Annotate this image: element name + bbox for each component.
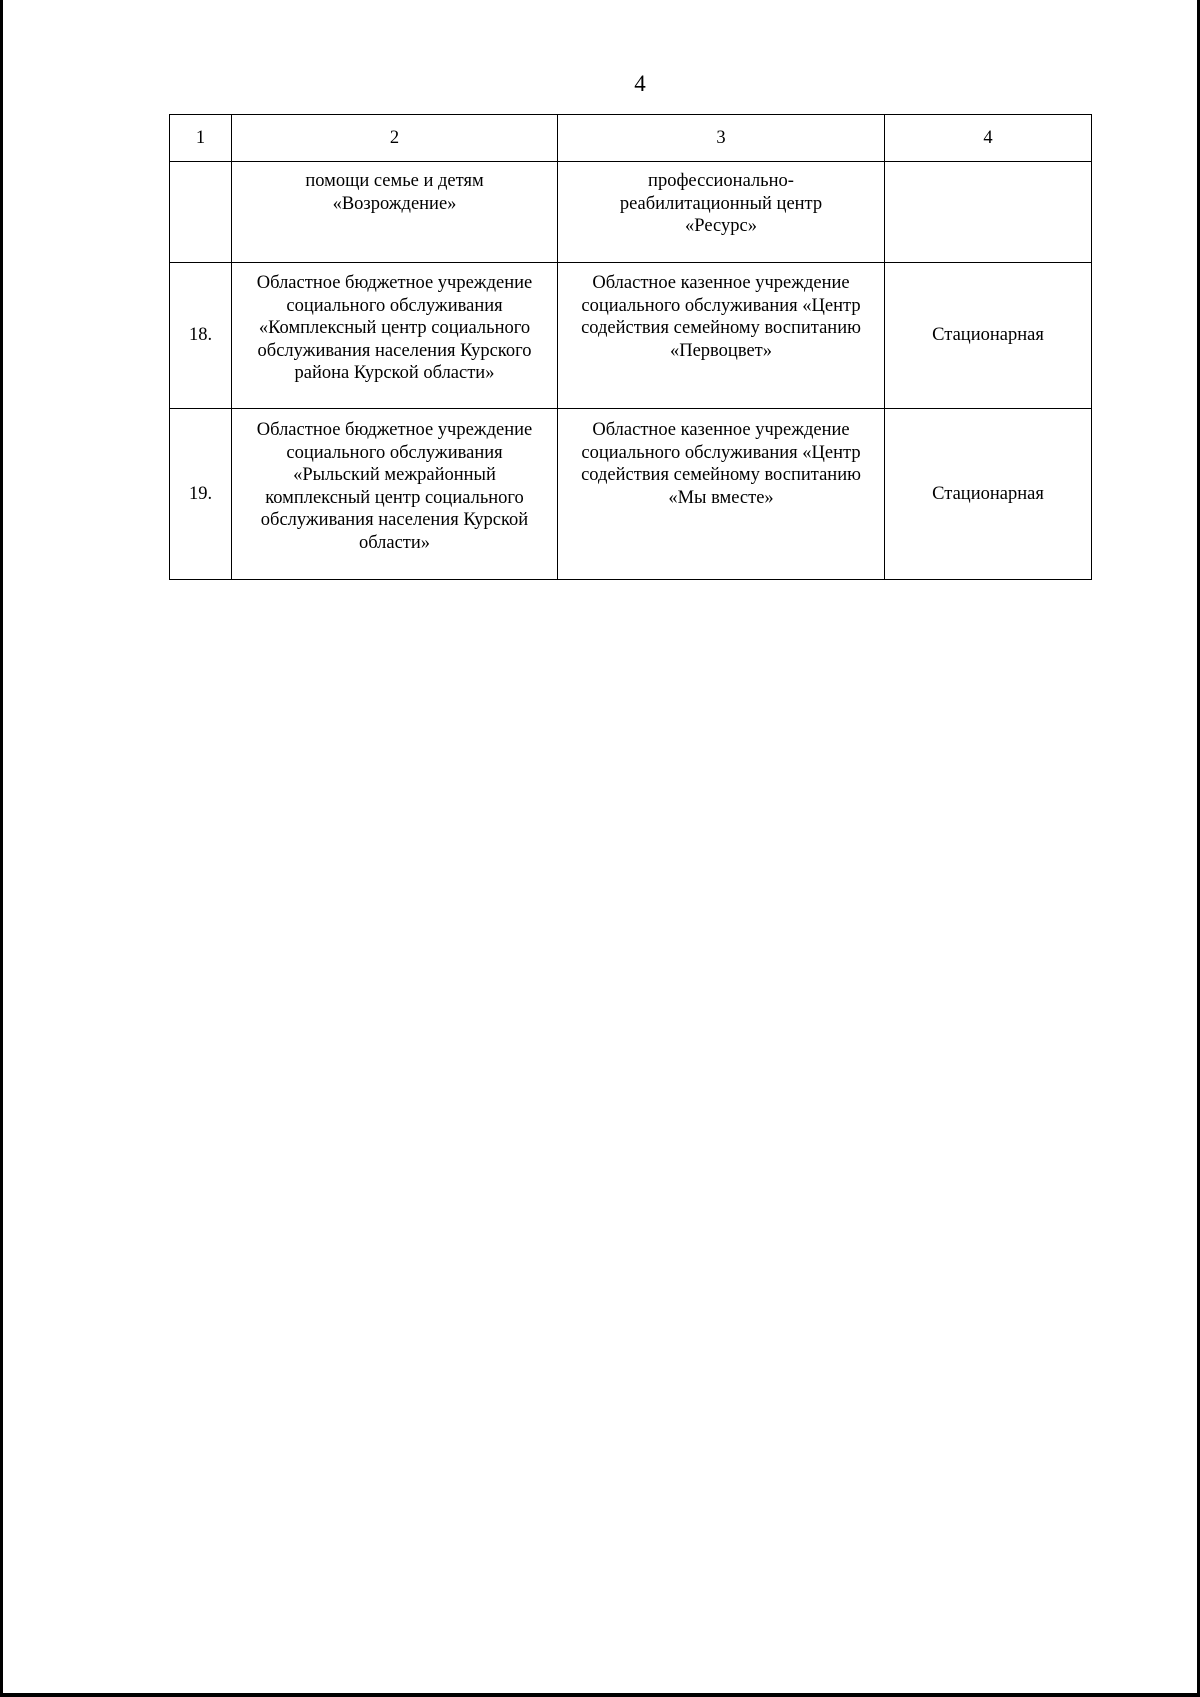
row-number-cell: 19.: [170, 409, 232, 580]
institution-name-cell: [232, 409, 558, 580]
text-line: помощи семье и детям: [305, 171, 484, 191]
text-line: «Ресурс»: [685, 216, 757, 236]
text-line: «Рыльский межрайонный: [293, 465, 496, 485]
partner-institution-cell: [558, 409, 885, 580]
table-header-row: [170, 115, 1092, 162]
institution-name-cell: [232, 162, 558, 263]
text-line: содействия семейному воспитанию: [581, 318, 861, 338]
text-line: обслуживания населения Курской: [260, 510, 529, 530]
text-line: профессионально-: [648, 171, 794, 191]
table-row: [170, 409, 1092, 580]
text-line: Областное казенное учреждение: [592, 420, 850, 440]
scan-edge-bottom: [0, 1693, 1200, 1697]
scan-edge-left: [0, 0, 3, 1697]
form-cell: [885, 162, 1092, 263]
row-number-cell: [170, 162, 232, 263]
text-line: социального обслуживания «Центр: [581, 442, 861, 463]
institutions-table: [169, 114, 1092, 580]
text-line: социального обслуживания: [286, 442, 503, 463]
row-number-cell: 18.: [170, 263, 232, 409]
header-cell-2: 2: [232, 115, 558, 162]
text-line: области»: [358, 532, 431, 553]
text-line: комплексный центр социального: [265, 487, 524, 508]
header-cell-1: 1: [170, 115, 232, 162]
text-line: «Возрождение»: [332, 193, 457, 214]
text-line: Областное бюджетное учреждение: [256, 420, 533, 440]
page-number: 4: [634, 71, 646, 96]
form-cell: Стационарная: [885, 409, 1092, 580]
text-line: Областное бюджетное учреждение: [256, 273, 533, 293]
text-line: «Первоцвет»: [669, 340, 772, 361]
text-line: Областное казенное учреждение: [592, 273, 850, 293]
text-line: содействия семейному воспитанию: [581, 465, 861, 485]
text-line: района Курской области»: [294, 363, 495, 383]
form-cell: Стационарная: [885, 263, 1092, 409]
institution-name-cell: [232, 263, 558, 409]
text-line: социального обслуживания: [286, 295, 503, 316]
text-line: реабилитационный центр: [619, 193, 823, 214]
partner-institution-cell: [558, 263, 885, 409]
header-cell-3: 3: [558, 115, 885, 162]
partner-institution-cell: [558, 162, 885, 263]
text-line: социального обслуживания «Центр: [581, 295, 861, 316]
text-line: «Комплексный центр социального: [258, 318, 531, 338]
text-line: «Мы вместе»: [668, 487, 774, 508]
text-line: обслуживания населения Курского: [257, 340, 532, 361]
table-row-continuation: [170, 162, 1092, 263]
header-cell-4: 4: [885, 115, 1092, 162]
table-row: [170, 263, 1092, 409]
